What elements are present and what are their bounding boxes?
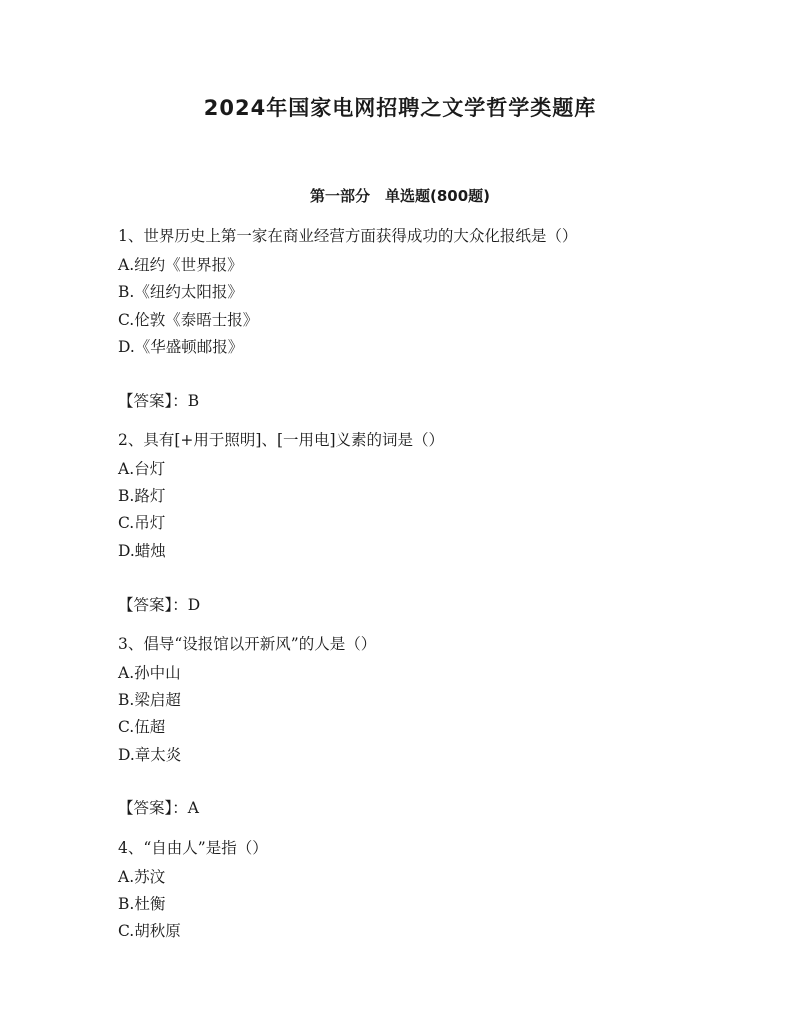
option-c: C.吊灯 [118, 514, 166, 532]
question-stem: 1、世界历史上第一家在商业经营方面获得成功的大众化报纸是（） [118, 227, 578, 245]
question-stem: 3、倡导“设报馆以开新风”的人是（） [118, 635, 377, 653]
section-heading: 第一部分 单选题(800题) [309, 187, 491, 205]
answer-line: 【答案】：A [118, 799, 199, 817]
option-b: B.梁启超 [118, 691, 181, 709]
option-d: D.章太炎 [118, 746, 182, 764]
document-title: 2024年国家电网招聘之文学哲学类题库 [203, 96, 597, 120]
option-b: B.路灯 [118, 487, 166, 505]
option-c: C.伦敦《泰晤士报》 [118, 311, 259, 329]
option-a: A.苏汶 [118, 868, 166, 886]
question-stem: 4、“自由人”是指（） [118, 839, 268, 857]
option-c: C.伍超 [118, 718, 166, 736]
option-b: B.杜衡 [118, 895, 166, 913]
question-stem: 2、具有[+用于照明]、[一用电]义素的词是（） [118, 431, 445, 449]
option-d: D.《华盛顿邮报》 [118, 338, 244, 356]
option-d: D.蜡烛 [118, 542, 166, 560]
option-b: B.《纽约太阳报》 [118, 283, 243, 301]
answer-line: 【答案】：D [118, 596, 201, 614]
option-c: C.胡秋原 [118, 922, 181, 940]
option-a: A.台灯 [118, 460, 166, 478]
answer-line: 【答案】：B [118, 392, 200, 410]
option-a: A.孙中山 [118, 664, 181, 682]
option-a: A.纽约《世界报》 [118, 256, 243, 274]
